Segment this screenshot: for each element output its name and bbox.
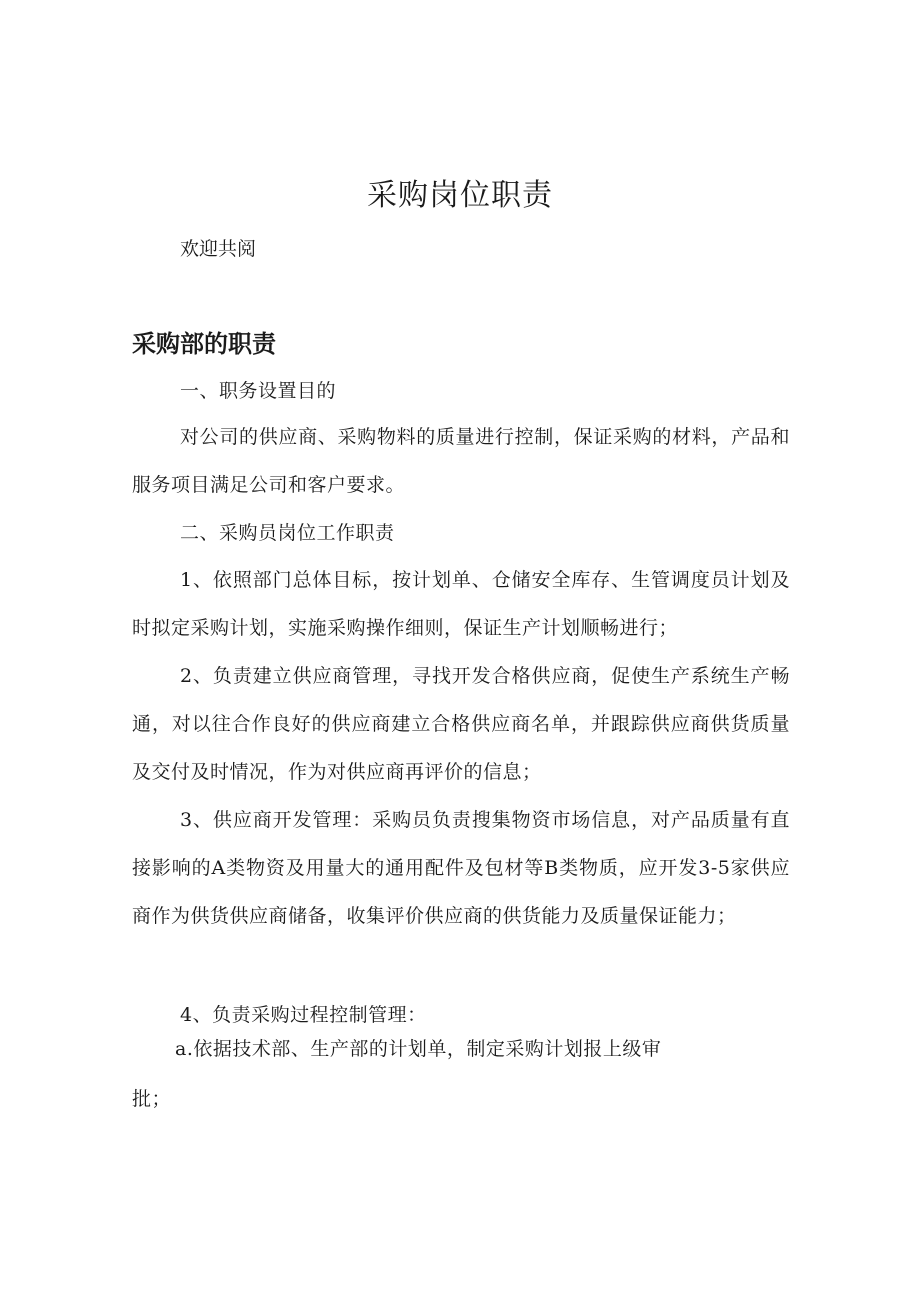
duty-item-3: 3、供应商开发管理：采购员负责搜集物资市场信息，对产品质量有直接影响的A类物资及用量大的通用配件及包材等B类物质，应开发3-5家供应商作为供货供应商储备，收集评价供应商的供货能力及质量保证能力； (132, 809, 790, 927)
section-heading: 采购部的职责 (132, 330, 276, 358)
duty-item-4: 4、负责采购过程控制管理： (180, 1004, 427, 1026)
duty-item-1: 1、依照部门总体目标，按计划单、仓储安全库存、生管调度员计划及时拟定采购计划，实施采购操作细则，保证生产计划顺畅进行； (132, 569, 790, 639)
document-subtitle: 欢迎共阅 (180, 238, 257, 260)
paragraph-purpose: 对公司的供应商、采购物料的质量进行控制，保证采购的材料，产品和服务项目满足公司和客户要求。 (132, 426, 790, 496)
duty-item-4a-line1: a.依据技术部、生产部的计划单，制定采购计划报上级审 (175, 1038, 662, 1060)
paragraph-heading-purpose: 一、职务设置目的 (180, 380, 337, 402)
duty-item-2: 2、负责建立供应商管理，寻找开发合格供应商，促使生产系统生产畅通，对以往合作良好的供应商建立合格供应商名单，并跟踪供应商供货质量及交付及时情况，作为对供应商再评价的信息； (132, 665, 790, 783)
duty-item-4a-line2: 批； (132, 1088, 172, 1110)
paragraph-heading-duties: 二、采购员岗位工作职责 (180, 522, 395, 544)
document-title: 采购岗位职责 (367, 178, 553, 213)
